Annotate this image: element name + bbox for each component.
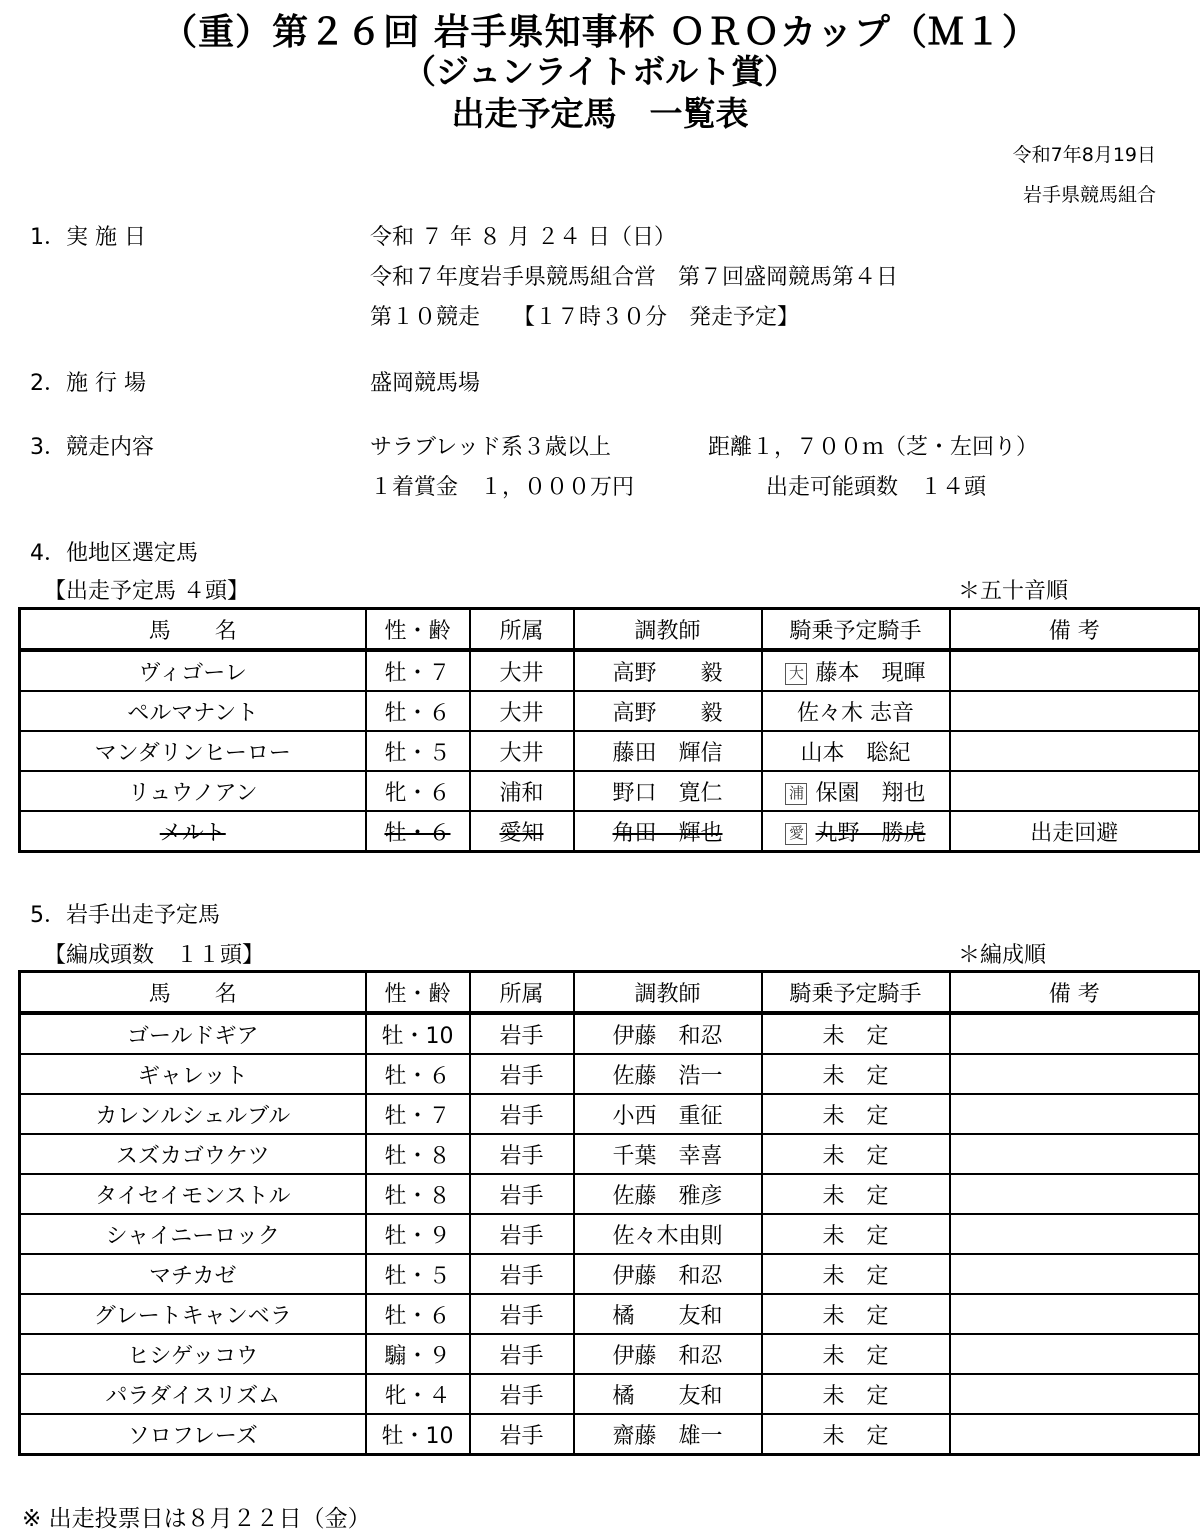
jockey xyxy=(762,1214,950,1254)
jockey-text: 未 定 xyxy=(822,1303,889,1329)
jockey xyxy=(762,1254,950,1294)
trainer-text: 角田 輝也 xyxy=(612,820,723,846)
jockey-text: 未 定 xyxy=(822,1183,889,1209)
horse-name xyxy=(20,1174,366,1214)
sex-age xyxy=(366,1374,470,1414)
affiliation-text: 愛知 xyxy=(499,820,544,846)
sex-age xyxy=(366,691,470,731)
sex-age-text: 牡・９ xyxy=(384,1223,451,1249)
affiliation-text: 岩手 xyxy=(499,1063,544,1089)
section-1-line-2: 令和７年度岩手県競馬組合営 第７回盛岡競馬第４日 xyxy=(370,265,899,290)
header-trainer: 調教師 xyxy=(574,609,762,651)
horse-name-text: メルト xyxy=(159,820,226,846)
trainer xyxy=(574,1374,762,1414)
trainer xyxy=(574,1174,762,1214)
horse-name-text: カレンルシェルブル xyxy=(95,1103,291,1129)
trainer-text: 高野 毅 xyxy=(612,700,723,726)
jockey xyxy=(762,731,950,771)
trainer xyxy=(574,1094,762,1134)
notes xyxy=(950,1054,1200,1094)
jockey-name: 丸野 勝虎 xyxy=(815,820,926,846)
trainer-text: 佐々木由則 xyxy=(612,1223,723,1249)
sex-age-text: 牡・７ xyxy=(384,1103,451,1129)
trainer-text: 伊藤 和忍 xyxy=(612,1263,723,1289)
trainer-text: 橘 友和 xyxy=(612,1303,723,1329)
sex-age-text: 牡・８ xyxy=(384,1183,451,1209)
header-jockey: 騎乗予定騎手 xyxy=(762,609,950,651)
table-row xyxy=(20,1294,1200,1334)
horse-name-text: リュウノアン xyxy=(127,780,258,806)
title-line-3: 出走予定馬 一覧表 xyxy=(451,94,749,133)
sex-age-text: 牡・５ xyxy=(384,1263,451,1289)
jockey xyxy=(762,1174,950,1214)
notes xyxy=(950,771,1200,811)
section-4-order-note: ＊五十音順 xyxy=(958,579,1069,604)
horse-name-text: スズカゴウケツ xyxy=(115,1143,270,1169)
affiliation xyxy=(470,1334,574,1374)
title-line-2: （ジュンライトボルト賞） xyxy=(402,52,798,91)
sex-age-text: 牝・４ xyxy=(384,1383,451,1409)
sex-age xyxy=(366,1174,470,1214)
jockey xyxy=(762,771,950,811)
horse-name xyxy=(20,650,366,691)
trainer-text: 藤田 輝信 xyxy=(612,740,723,766)
affiliation-text: 大井 xyxy=(499,740,544,766)
footer-note: ※ 出走投票日は８月２２日（金） xyxy=(22,1506,371,1532)
notes xyxy=(950,811,1200,852)
sex-age-text: 牡・６ xyxy=(384,1063,451,1089)
section-5-order-note: ＊編成順 xyxy=(958,943,1047,968)
trainer-text: 野口 寛仁 xyxy=(612,780,723,806)
jockey xyxy=(762,650,950,691)
header-horse-name: 馬 名 xyxy=(20,609,366,651)
notes xyxy=(950,731,1200,771)
jockey-affiliation-badge: 浦 xyxy=(785,783,807,805)
affiliation-text: 岩手 xyxy=(499,1023,544,1049)
table-row xyxy=(20,1013,1200,1054)
jockey xyxy=(762,1334,950,1374)
header-horse-name: 馬 名 xyxy=(20,972,366,1014)
header-notes: 備 考 xyxy=(950,609,1200,651)
horse-name xyxy=(20,1254,366,1294)
affiliation-text: 大井 xyxy=(499,660,544,686)
affiliation xyxy=(470,650,574,691)
table-row xyxy=(20,1254,1200,1294)
horse-name xyxy=(20,1374,366,1414)
horse-name-text: ソロフレーズ xyxy=(127,1423,258,1449)
affiliation xyxy=(470,1094,574,1134)
horse-name xyxy=(20,1054,366,1094)
affiliation xyxy=(470,1134,574,1174)
iwate-horses-table xyxy=(18,970,1200,1456)
affiliation-text: 岩手 xyxy=(499,1343,544,1369)
section-5-label: 5．岩手出走予定馬 xyxy=(30,903,220,928)
affiliation-text: 浦和 xyxy=(499,780,544,806)
affiliation xyxy=(470,1374,574,1414)
trainer-text: 佐藤 浩一 xyxy=(612,1063,723,1089)
sex-age xyxy=(366,1134,470,1174)
affiliation xyxy=(470,1254,574,1294)
sex-age-text: 牡・６ xyxy=(384,820,451,846)
notes xyxy=(950,1013,1200,1054)
sex-age xyxy=(366,1013,470,1054)
table-row xyxy=(20,691,1200,731)
horse-name xyxy=(20,691,366,731)
section-1-label: 1．実 施 日 xyxy=(30,225,146,250)
sex-age xyxy=(366,771,470,811)
sex-age xyxy=(366,1214,470,1254)
sex-age-text: 騸・９ xyxy=(384,1343,451,1369)
table-row xyxy=(20,650,1200,691)
header-sex-age: 性・齢 xyxy=(366,972,470,1014)
trainer-text: 伊藤 和忍 xyxy=(612,1343,723,1369)
sex-age xyxy=(366,1414,470,1455)
trainer xyxy=(574,691,762,731)
sex-age-text: 牡・８ xyxy=(384,1143,451,1169)
horse-name-text: マチカゼ xyxy=(148,1263,237,1289)
section-3-line-2b: 出走可能頭数 １４頭 xyxy=(766,475,987,500)
jockey-name: 山本 聡紀 xyxy=(800,740,911,766)
section-3-label: 3．競走内容 xyxy=(30,435,154,460)
trainer xyxy=(574,650,762,691)
section-3-line-1a: サラブレッド系３歳以上 xyxy=(370,435,611,460)
horse-name-text: ヴィゴーレ xyxy=(138,660,247,686)
trainer-text: 齋藤 雄一 xyxy=(612,1423,723,1449)
sex-age xyxy=(366,1294,470,1334)
affiliation-text: 大井 xyxy=(499,700,544,726)
trainer xyxy=(574,731,762,771)
notes xyxy=(950,650,1200,691)
notes xyxy=(950,1214,1200,1254)
sex-age xyxy=(366,811,470,852)
sex-age xyxy=(366,1054,470,1094)
horse-name-text: ペルマナント xyxy=(127,700,259,726)
jockey xyxy=(762,1374,950,1414)
organization: 岩手県競馬組合 xyxy=(1022,184,1156,206)
affiliation-text: 岩手 xyxy=(499,1423,544,1449)
affiliation xyxy=(470,691,574,731)
jockey-text: 未 定 xyxy=(822,1063,889,1089)
horse-name-text: ヒシゲッコウ xyxy=(127,1343,259,1369)
header-jockey: 騎乗予定騎手 xyxy=(762,972,950,1014)
sex-age-text: 牡・５ xyxy=(384,740,451,766)
affiliation-text: 岩手 xyxy=(499,1263,544,1289)
trainer-text: 伊藤 和忍 xyxy=(612,1023,723,1049)
horse-name xyxy=(20,1214,366,1254)
sex-age-text: 牡・６ xyxy=(384,700,451,726)
table-row xyxy=(20,1414,1200,1455)
table-row xyxy=(20,771,1200,811)
table-row xyxy=(20,811,1200,852)
jockey xyxy=(762,1414,950,1455)
table-row xyxy=(20,1214,1200,1254)
jockey-name: 保園 翔也 xyxy=(815,780,926,806)
trainer-text: 小西 重征 xyxy=(612,1103,723,1129)
jockey-text: 未 定 xyxy=(822,1343,889,1369)
horse-name-text: パラダイスリズム xyxy=(105,1383,281,1409)
notes xyxy=(950,1174,1200,1214)
notes xyxy=(950,691,1200,731)
table-row xyxy=(20,1134,1200,1174)
jockey-text: 未 定 xyxy=(822,1383,889,1409)
horse-name-text: ゴールドギア xyxy=(126,1023,259,1049)
table-row xyxy=(20,1094,1200,1134)
trainer-text: 橘 友和 xyxy=(612,1383,723,1409)
jockey-name: 藤本 現暉 xyxy=(815,660,926,686)
sex-age-text: 牡・10 xyxy=(381,1023,454,1049)
section-4-subheading: 【出走予定馬 ４頭】 xyxy=(44,579,249,604)
section-3-line-1b: 距離１，７００ｍ（芝・左回り） xyxy=(708,435,1039,460)
horse-name-text: シャイニーロック xyxy=(105,1223,280,1249)
notes xyxy=(950,1094,1200,1134)
section-2-value: 盛岡競馬場 xyxy=(370,371,481,396)
horse-name-text: タイセイモンストル xyxy=(94,1183,291,1209)
section-4-label: 4．他地区選定馬 xyxy=(30,541,198,566)
header-notes: 備 考 xyxy=(950,972,1200,1014)
jockey-affiliation-badge: 大 xyxy=(785,663,807,685)
header-trainer: 調教師 xyxy=(574,972,762,1014)
trainer xyxy=(574,1134,762,1174)
header-affiliation: 所属 xyxy=(470,609,574,651)
jockey-text: 未 定 xyxy=(822,1103,889,1129)
title-line-1: （重）第２６回 岩手県知事杯 ＯＲＯカップ（Ｍ１） xyxy=(161,11,1039,53)
horse-name xyxy=(20,771,366,811)
section-2-label: 2．施 行 場 xyxy=(30,371,146,396)
trainer-text: 千葉 幸喜 xyxy=(612,1143,723,1169)
affiliation xyxy=(470,1054,574,1094)
trainer xyxy=(574,771,762,811)
sex-age xyxy=(366,1254,470,1294)
notes xyxy=(950,1414,1200,1455)
affiliation-text: 岩手 xyxy=(499,1223,544,1249)
header-sex-age: 性・齢 xyxy=(366,609,470,651)
notes xyxy=(950,1134,1200,1174)
section-1-line-1: 令和 ７ 年 ８ 月 ２４ 日（日） xyxy=(370,225,676,250)
issue-date: 令和7年8月19日 xyxy=(1012,144,1156,166)
jockey-text: 未 定 xyxy=(822,1223,889,1249)
sex-age xyxy=(366,731,470,771)
jockey xyxy=(762,811,950,852)
jockey-text: 未 定 xyxy=(822,1263,889,1289)
notes xyxy=(950,1294,1200,1334)
affiliation xyxy=(470,1414,574,1455)
jockey-text: 未 定 xyxy=(822,1423,889,1449)
sex-age xyxy=(366,1334,470,1374)
table-row xyxy=(20,1054,1200,1094)
affiliation-text: 岩手 xyxy=(499,1183,544,1209)
trainer-text: 高野 毅 xyxy=(612,660,723,686)
sex-age-text: 牝・６ xyxy=(384,780,451,806)
horse-name-text: グレートキャンベラ xyxy=(93,1303,292,1329)
jockey-text: 未 定 xyxy=(822,1143,889,1169)
trainer xyxy=(574,1294,762,1334)
affiliation-text: 岩手 xyxy=(499,1303,544,1329)
trainer xyxy=(574,1214,762,1254)
affiliation xyxy=(470,1214,574,1254)
jockey xyxy=(762,691,950,731)
jockey-affiliation-badge: 愛 xyxy=(785,823,807,845)
notes xyxy=(950,1374,1200,1414)
jockey-name: 佐々木 志音 xyxy=(797,700,914,726)
notes xyxy=(950,1334,1200,1374)
sex-age xyxy=(366,1094,470,1134)
trainer xyxy=(574,1334,762,1374)
jockey xyxy=(762,1013,950,1054)
trainer-text: 佐藤 雅彦 xyxy=(612,1183,723,1209)
horse-name xyxy=(20,731,366,771)
trainer xyxy=(574,1013,762,1054)
table-header-row xyxy=(20,609,1200,651)
jockey xyxy=(762,1054,950,1094)
sex-age-text: 牡・10 xyxy=(381,1423,454,1449)
sex-age xyxy=(366,650,470,691)
sex-age-text: 牡・７ xyxy=(384,660,451,686)
jockey xyxy=(762,1294,950,1334)
horse-name xyxy=(20,1414,366,1455)
jockey-text: 未 定 xyxy=(822,1023,889,1049)
section-3-line-2a: １着賞金 １，０００万円 xyxy=(370,475,635,500)
table-row xyxy=(20,1174,1200,1214)
affiliation xyxy=(470,1174,574,1214)
horse-name xyxy=(20,1094,366,1134)
trainer xyxy=(574,1414,762,1455)
horse-name xyxy=(20,1334,366,1374)
jockey xyxy=(762,1134,950,1174)
horse-name xyxy=(20,1294,366,1334)
horse-name xyxy=(20,811,366,852)
notes xyxy=(950,1254,1200,1294)
header-affiliation: 所属 xyxy=(470,972,574,1014)
table-header-row xyxy=(20,972,1200,1014)
trainer xyxy=(574,1054,762,1094)
table-row xyxy=(20,1374,1200,1414)
horse-name-text: ギャレット xyxy=(137,1063,248,1089)
jockey xyxy=(762,1094,950,1134)
affiliation xyxy=(470,771,574,811)
table-row xyxy=(20,1334,1200,1374)
horse-name xyxy=(20,1013,366,1054)
affiliation xyxy=(470,811,574,852)
horse-name xyxy=(20,1134,366,1174)
affiliation xyxy=(470,1013,574,1054)
section-5-subheading: 【編成頭数 １１頭】 xyxy=(44,943,265,968)
affiliation-text: 岩手 xyxy=(499,1103,544,1129)
table-row xyxy=(20,731,1200,771)
trainer xyxy=(574,1254,762,1294)
section-1-line-3: 第１０競走 【１７時３０分 発走予定】 xyxy=(370,305,800,330)
affiliation xyxy=(470,1294,574,1334)
notes-text: 出走回避 xyxy=(1030,820,1119,846)
trainer xyxy=(574,811,762,852)
affiliation-text: 岩手 xyxy=(499,1143,544,1169)
affiliation-text: 岩手 xyxy=(499,1383,544,1409)
sex-age-text: 牡・６ xyxy=(384,1303,451,1329)
other-region-horses-table xyxy=(18,607,1200,853)
horse-name-text: マンダリンヒーロー xyxy=(94,740,291,766)
affiliation xyxy=(470,731,574,771)
